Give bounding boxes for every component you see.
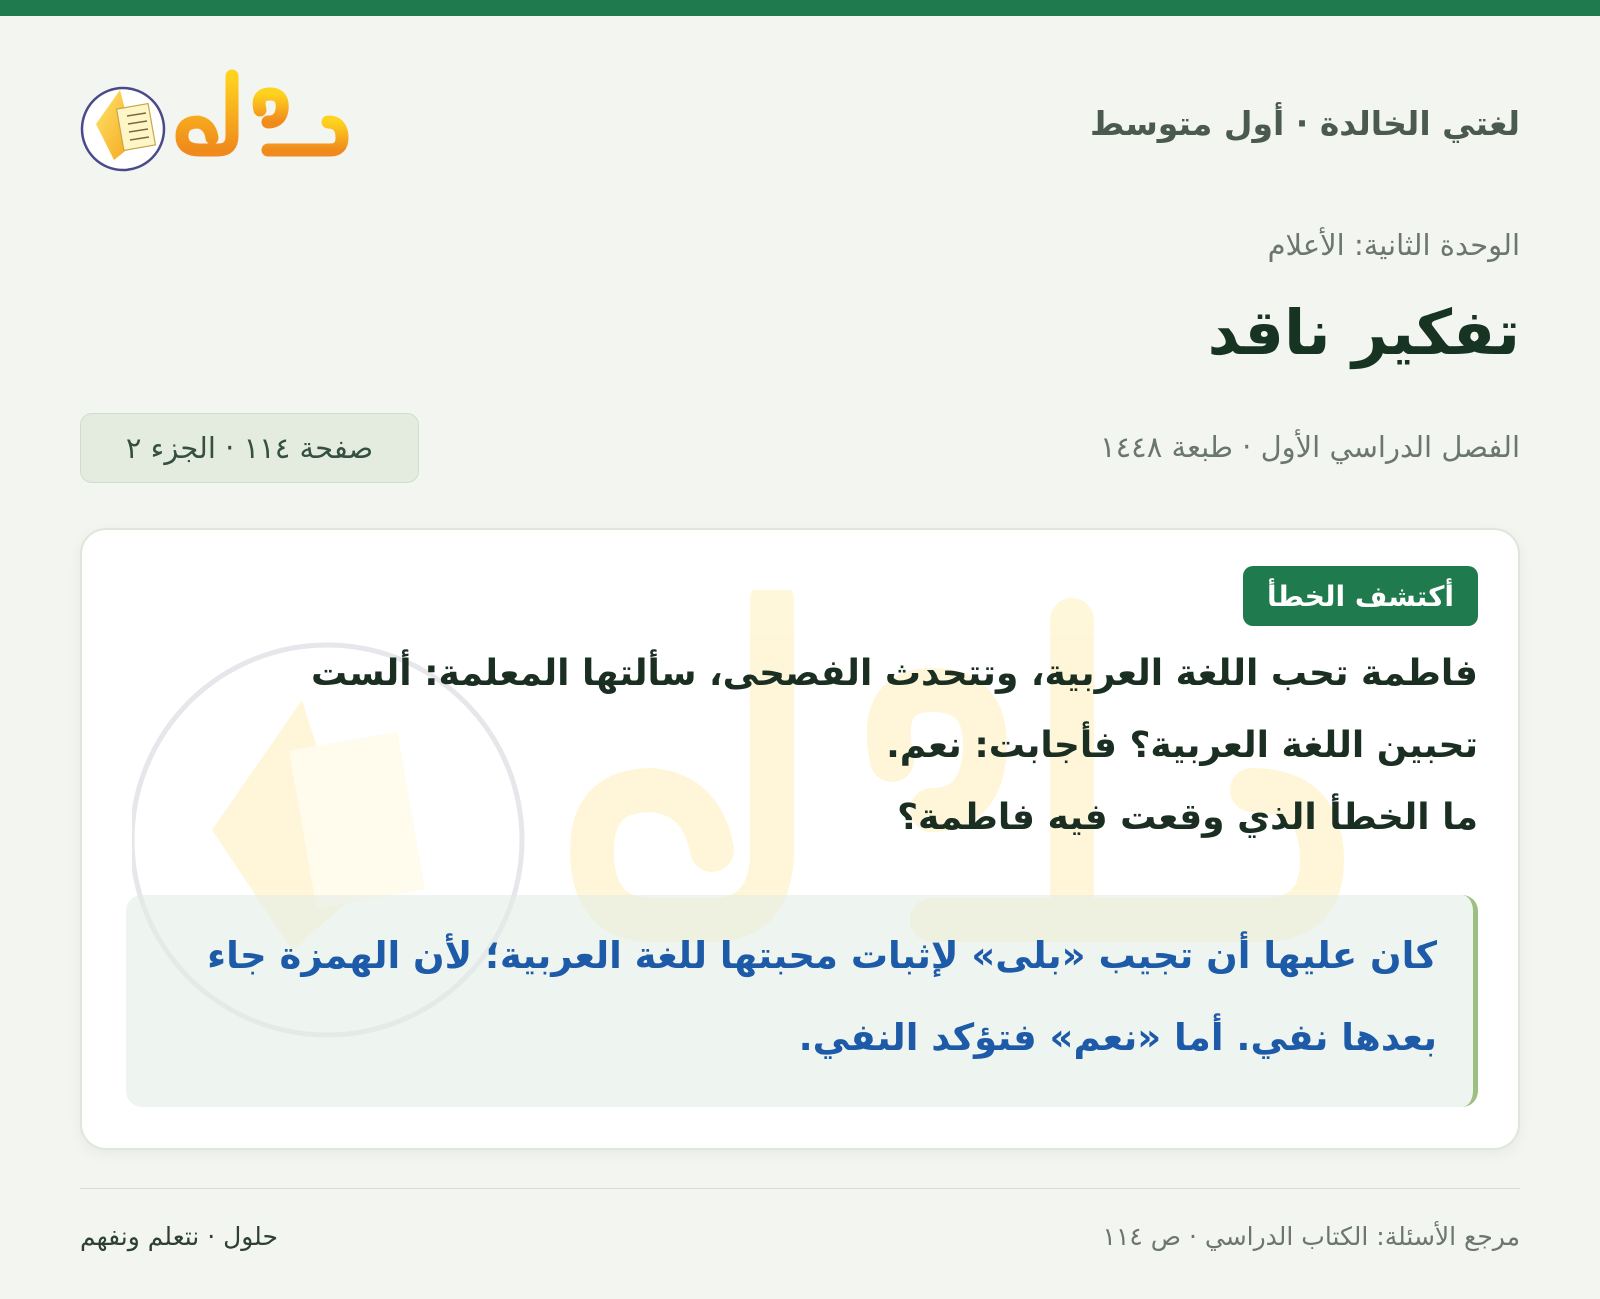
- question-text: [198, 638, 1478, 854]
- lesson-title: تفكير ناقد: [1207, 296, 1520, 369]
- section-badge: أكتشف الخطأ: [1243, 566, 1478, 626]
- subject-title: لغتي الخالدة · أول متوسط: [1089, 104, 1520, 143]
- question-scenario: فاطمة تحب اللغة العربية، وتتحدث الفصحى، سألتها المعلمة: ألست تحبين اللغة العربية؟ فأجابت: نعم.: [311, 653, 1478, 766]
- question-card: [80, 528, 1520, 1150]
- footer-brand: حلول · نتعلم ونفهم: [80, 1222, 278, 1251]
- unit-label: الوحدة الثانية: الأعلام: [1267, 228, 1520, 262]
- page-chip: صفحة ١١٤ · الجزء ٢: [80, 413, 419, 483]
- question-prompt: ما الخطأ الذي وقعت فيه فاطمة؟: [897, 797, 1478, 838]
- footer-reference: مرجع الأسئلة: الكتاب الدراسي · ص ١١٤: [1102, 1222, 1520, 1251]
- semester-edition: الفصل الدراسي الأول · طبعة ١٤٤٨: [1100, 430, 1520, 464]
- top-accent-bar: [0, 0, 1600, 16]
- footer-divider: [80, 1188, 1520, 1189]
- answer-box: كان عليها أن تجيب «بلى» لإثبات محبتها للغة العربية؛ لأن الهمزة جاء بعدها نفي. أما «نعم» فتؤكد النفي.: [126, 895, 1478, 1107]
- book-logo-icon[interactable]: [80, 64, 380, 182]
